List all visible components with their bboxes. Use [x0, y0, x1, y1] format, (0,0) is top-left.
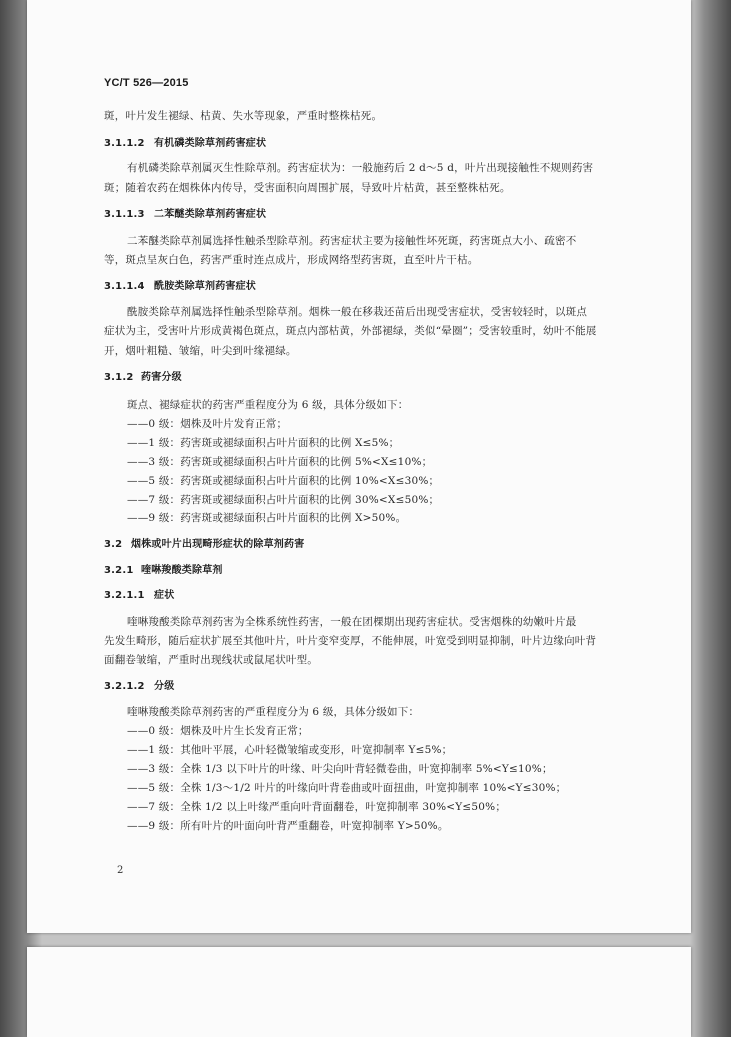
paragraph-line: 酰胺类除草剂属选择性触杀型除草剂。烟株一般在移栽还苗后出现受害症状，受害较轻时，以斑点 [127, 306, 588, 318]
section-number: 3.2.1.2 [104, 681, 145, 692]
grade-item: ——7 级：药害斑或褪绿面积占叶片面积的比例 30%<X≤50%； [127, 494, 440, 506]
section-number: 3.2.1.1 [104, 590, 145, 601]
paragraph-line: 开，烟叶粗糙、皱缩，叶尖到叶缘褪绿。 [104, 345, 297, 357]
section-number: 3.2.1 [104, 565, 134, 576]
section-title: 药害分级 [141, 372, 182, 383]
grade-item: ——5 级：药害斑或褪绿面积占叶片面积的比例 10%<X≤30%； [127, 475, 440, 487]
standard-number-header: YC/T 526—2015 [104, 77, 189, 89]
paragraph-line: 有机磷类除草剂属灭生性除草剂。药害症状为：一般施药后 2 d～5 d，叶片出现接触性不规则药害 [127, 162, 594, 174]
section-heading-3-1-1-4 [104, 280, 256, 294]
section-number: 3.1.2 [104, 372, 134, 383]
document-page [27, 0, 691, 933]
paragraph-line: 斑点、褪绿症状的药害严重程度分为 6 级，具体分级如下： [127, 399, 409, 411]
paragraph-line: 二苯醚类除草剂属选择性触杀型除草剂。药害症状主要为接触性坏死斑，药害斑点大小、疏密不 [127, 235, 577, 247]
grade-item: ——9 级：所有叶片的叶面向叶背严重翻卷，叶宽抑制率 Y>50%。 [127, 820, 449, 832]
section-title: 二苯醚类除草剂药害症状 [154, 209, 267, 220]
section-title: 喹啉羧酸类除草剂 [141, 565, 223, 576]
paragraph-line: 斑，叶片发生褪绿、枯黄、失水等现象，严重时整株枯死。 [104, 110, 383, 122]
section-heading-3-2-1-1 [104, 589, 174, 603]
section-heading-3-2 [104, 538, 304, 552]
paragraph-line: 斑；随着农药在烟株体内传导，受害面积向周围扩展，导致叶片枯黄，甚至整株枯死。 [104, 182, 511, 194]
grade-item: ——3 级：药害斑或褪绿面积占叶片面积的比例 5%<X≤10%； [127, 456, 433, 468]
section-heading-3-1-1-2 [104, 137, 266, 151]
section-title: 酰胺类除草剂药害症状 [154, 281, 256, 292]
paragraph-line: 先发生畸形，随后症状扩展至其他叶片，叶片变窄变厚，不能伸展，叶宽受到明显抑制，叶片边缘向叶背 [104, 635, 597, 647]
section-heading-3-2-1-2 [104, 680, 174, 694]
section-title: 烟株或叶片出现畸形症状的除草剂药害 [131, 539, 305, 550]
section-heading-3-2-1 [104, 564, 223, 578]
grade-item: ——7 级：全株 1/2 以上叶缘严重向叶背面翻卷，叶宽抑制率 30%<Y≤50%； [127, 801, 507, 813]
grade-item: ——1 级：其他叶平展，心叶轻微皱缩或变形，叶宽抑制率 Y≤5%； [127, 744, 453, 756]
section-number: 3.1.1.3 [104, 209, 145, 220]
grade-item: ——0 级：烟株及叶片生长发育正常； [127, 725, 309, 737]
section-number: 3.1.1.2 [104, 138, 145, 149]
paragraph-line: 症状为主，受害叶片形成黄褐色斑点，斑点内部枯黄，外部褪绿，类似“晕圈”；受害较重时，幼叶不能展 [104, 325, 597, 337]
section-number: 3.1.1.4 [104, 281, 145, 292]
paragraph-line: 面翻卷皱缩，严重时出现线状或鼠尾状叶型。 [104, 654, 318, 666]
paragraph-line: 喹啉羧酸类除草剂药害为全株系统性药害，一般在团棵期出现药害症状。受害烟株的幼嫩叶片最 [127, 616, 577, 628]
grade-item: ——3 级：全株 1/3 以下叶片的叶缘、叶尖向叶背轻微卷曲，叶宽抑制率 5%<Y≤10%； [127, 763, 553, 775]
grade-item: ——9 级：药害斑或褪绿面积占叶片面积的比例 X>50%。 [127, 512, 407, 524]
section-title: 有机磷类除草剂药害症状 [154, 138, 267, 149]
section-title: 分级 [154, 681, 175, 692]
paragraph-line: 喹啉羧酸类除草剂药害的严重程度分为 6 级，具体分级如下： [127, 706, 420, 718]
grade-item: ——5 级：全株 1/3～1/2 叶片的叶缘向叶背卷曲或叶面扭曲，叶宽抑制率 10%<Y≤30%； [127, 782, 567, 794]
page-number: 2 [117, 865, 124, 876]
paragraph-line: 等，斑点呈灰白色，药害严重时连点成片，形成网络型药害斑，直至叶片干枯。 [104, 254, 479, 266]
section-heading-3-1-1-3 [104, 208, 266, 222]
grade-item: ——1 级：药害斑或褪绿面积占叶片面积的比例 X≤5%； [127, 437, 400, 449]
section-title: 症状 [154, 590, 175, 601]
section-heading-3-1-2 [104, 371, 182, 385]
grade-item: ——0 级：烟株及叶片发育正常； [127, 418, 288, 430]
section-number: 3.2 [104, 539, 123, 550]
